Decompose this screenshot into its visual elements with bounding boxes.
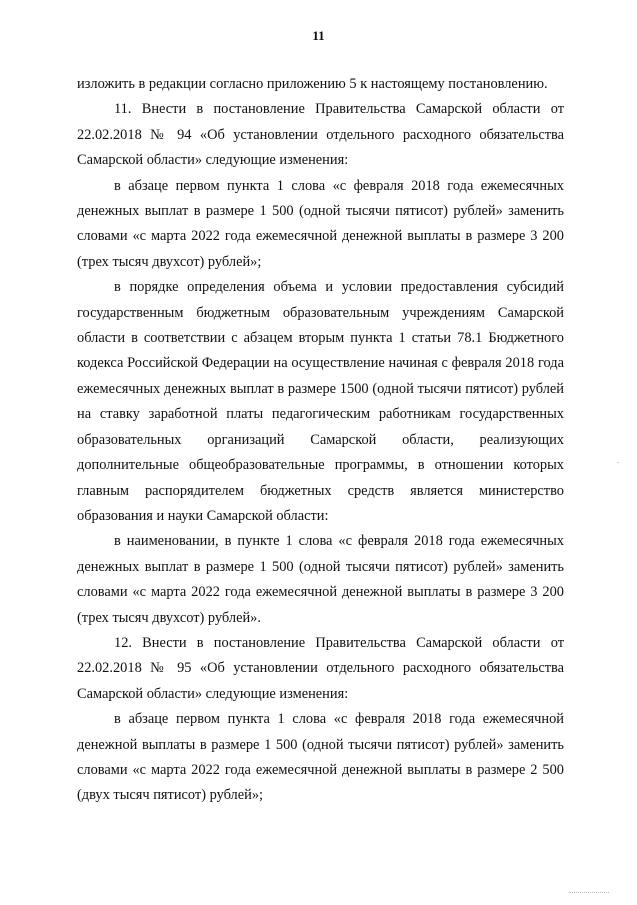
paragraph-amendment-12-a: в абзаце первом пункта 1 слова «с февраля 2018 года ежемесячной денежной выплаты в размере 1 500 (одной тысячи пятисот) рублей» заменить словами «с марта 2022 года ежемесячной денежной выплаты в размере 2 500 (двух тысяч пятисот) рублей»;: [77, 711, 564, 804]
paragraph-amendment-11-b: в порядке определения объема и условии предоставления субсидий государственным бюджетным образовательным учреждениям Самарской области в соответствии с абзацем вторым пункта 1 статьи 78.1 Бюджетного кодекса Российской Федерации на осуществление начиная с февраля 2018 года ежемесячных денежных выплат в размере 1500 (одной тысячи пятисот) рублей на ставку заработной платы педагогическим работникам государственных образовательных организаций Самарской области, реализующих дополнительные общеобразовательные программы, в отношении которых главным распорядителем бюджетных средств является министерство образования и науки Самарской области:: [77, 279, 564, 524]
scan-artifact: [569, 892, 609, 897]
paragraph-item-11: 11. Внести в постановление Правительства Самарской области от 22.02.2018 № 94 «Об установлении отдельного расходного обязательства Самарской области» следующие изменения:: [77, 101, 564, 169]
document-body: [77, 72, 564, 809]
scan-speck: [617, 462, 619, 463]
paragraph-amendment-11-c: в наименовании, в пункте 1 слова «с февраля 2018 года ежемесячных денежных выплат в размере 1 500 (одной тысячи пятисот) рублей» заменить словами «с марта 2022 года ежемесячной денежной выплаты в размере 3 200 (трех тысяч двухсот) рублей».: [77, 533, 564, 626]
page-number: 11: [312, 28, 325, 43]
paragraph-continuation: изложить в редакции согласно приложению 5 к настоящему постановлению.: [77, 76, 548, 92]
paragraph-item-12: 12. Внести в постановление Правительства Самарской области от 22.02.2018 № 95 «Об установлении отдельного расходного обязательства Самарской области» следующие изменения:: [77, 634, 564, 702]
paragraph-amendment-11-a: в абзаце первом пункта 1 слова «с февраля 2018 года ежемесячных денежных выплат в размере 1 500 (одной тысячи пятисот) рублей» заменить словами «с марта 2022 года ежемесячной денежной выплаты в размере 3 200 (трех тысяч двухсот) рублей»;: [77, 177, 564, 270]
